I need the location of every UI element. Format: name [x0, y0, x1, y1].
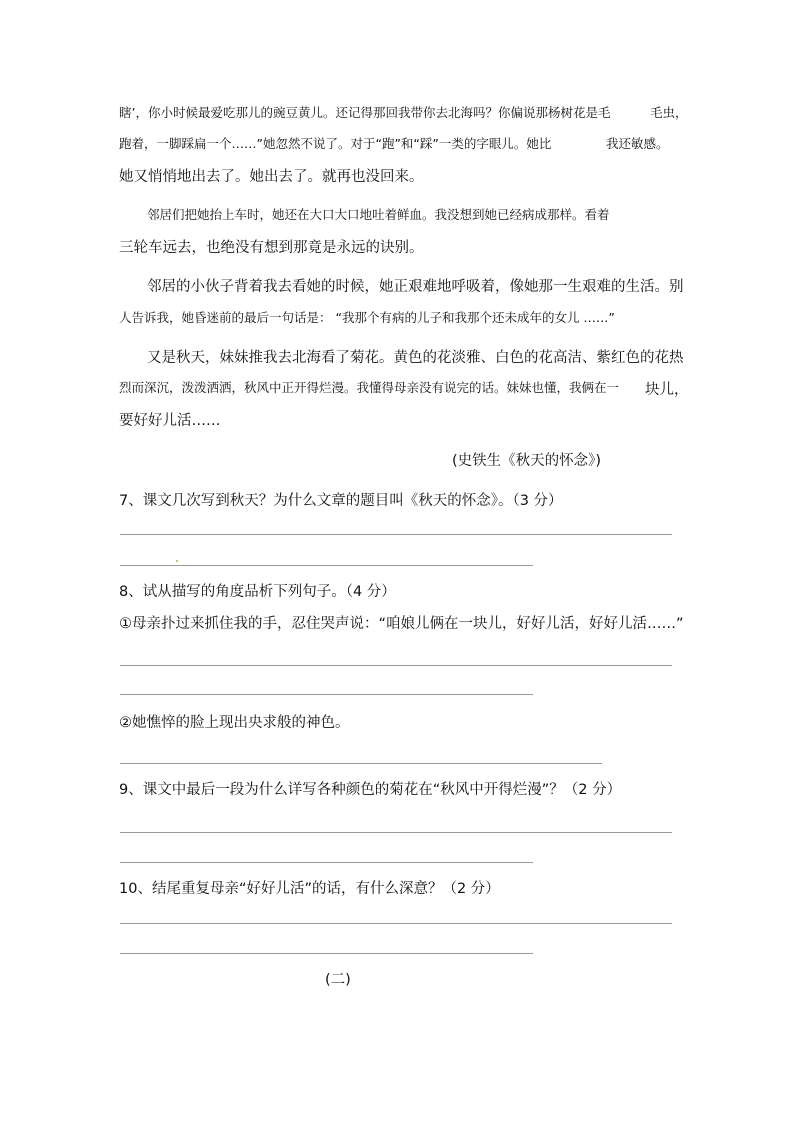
question-7: 7、课文几次写到秋天？为什么文章的题目叫《秋天的怀念》。（3 分）: [119, 493, 563, 509]
answer-line: [120, 832, 672, 833]
question-10: 10、结尾重复母亲“好好儿活”的话，有什么深意？（2 分）: [119, 881, 500, 897]
passage-line: 邻居的小伙子背着我去看她的时候，她正艰难地呼吸着，像她那一生艰难的生活。别: [147, 279, 684, 295]
question-8-item-2: ②她憔悴的脸上现出央求般的神色。: [119, 715, 350, 731]
question-8-item-1: ①母亲扑过来抓住我的手，忍住哭声说：“咱娘儿俩在一块儿，好好儿活，好好儿活……”: [119, 616, 684, 632]
answer-line: [120, 862, 533, 863]
section-marker: (二): [325, 972, 351, 988]
speck: [176, 560, 178, 562]
source-citation: (史铁生《秋天的怀念》): [452, 453, 602, 469]
passage-line: 又是秋天，妹妹推我去北海看了菊花。黄色的花淡雅、白色的花高洁、紫红色的花热: [147, 350, 684, 366]
passage-line-end: 毛虫，: [650, 105, 688, 120]
question-9: 9、课文中最后一段为什么详写各种颜色的菊花在“秋风中开得烂漫”？（2 分）: [119, 782, 622, 798]
passage-line: 跑着，一脚踩扁一个……”她忽然不说了。对于“跑”和“踩”一类的字眼儿。她比: [119, 136, 552, 151]
answer-line: [120, 953, 533, 954]
passage-line: 人告诉我，她昏迷前的最后一句话是： “我那个有病的儿子和我那个还未成年的女儿 ……”: [119, 310, 615, 325]
passage-line: 邻居们把她抬上车时，她还在大口大口地吐着鲜血。我没想到她已经病成那样。看着: [147, 207, 610, 222]
passage-line: 烈而深沉，泼泼洒洒，秋风中正开得烂漫。我懂得母亲没有说完的话。妹妹也懂，我俩在一: [119, 380, 620, 395]
answer-line: [120, 534, 672, 535]
question-8: 8、试从描写的角度品析下列句子。（4 分）: [119, 584, 396, 600]
answer-line: [120, 665, 672, 666]
passage-line: 要好好儿活……: [119, 413, 221, 429]
answer-line: [120, 763, 602, 764]
passage-line: 她又悄悄地出去了。她出去了。就再也没回来。: [119, 169, 424, 185]
passage-line-end: 我还敏感。: [606, 136, 669, 151]
answer-line: [120, 694, 533, 695]
answer-line: [120, 923, 672, 924]
passage-line: 瞎’，你小时候最爱吃那儿的豌豆黄儿。还记得那回我带你去北海吗？你偏说那杨树花是毛: [119, 105, 611, 120]
answer-line: [120, 565, 533, 566]
passage-line: 三轮车远去，也绝没有想到那竟是永远的诀别。: [119, 240, 424, 256]
passage-line-end: 块儿，: [645, 382, 689, 398]
